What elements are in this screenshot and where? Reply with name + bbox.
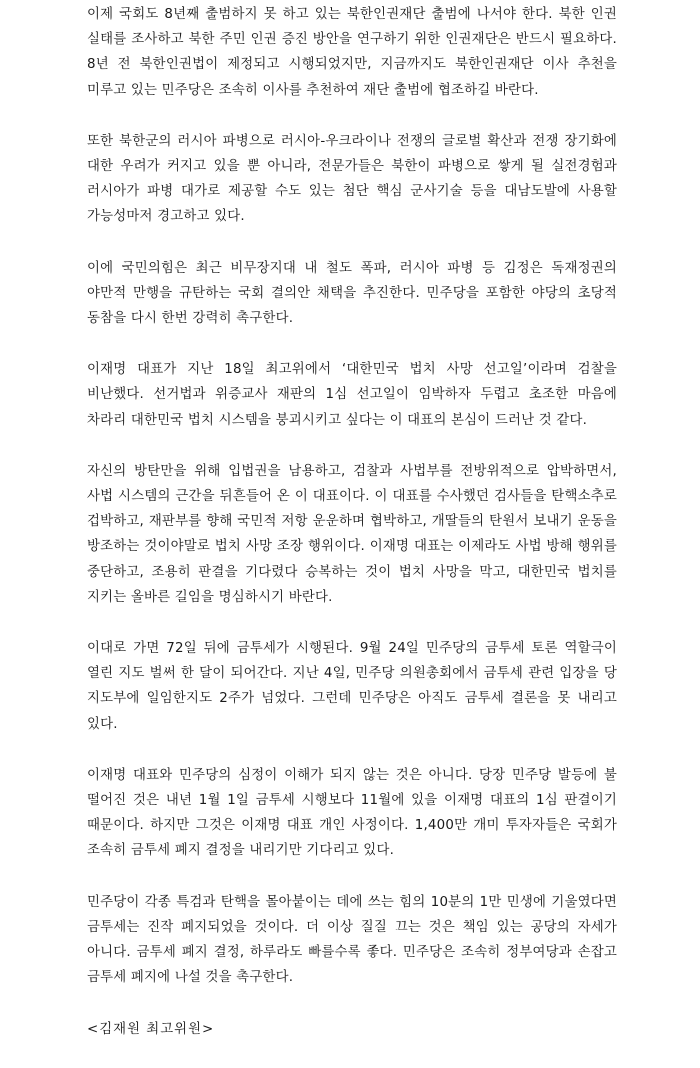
paragraph-6: 이대로 가면 72일 뒤에 금투세가 시행된다. 9월 24일 민주당의 금투세 토론 역할극이 열린 지도 벌써 한 달이 되어간다. 지난 4일, 민주당 의원총회에서 금투세 관련 입장을 당 지도부에 일임한지도 2주가 넘었다. 그런데 민주당은 아직도 금투세 결론을 못 내리고 있다.: [87, 641, 617, 732]
paragraph-8: 민주당이 각종 특검과 탄핵을 몰아붙이는 데에 쓰는 힘의 10분의 1만 민생에 기울였다면 금투세는 진작 폐지되었을 것이다. 더 이상 질질 끄는 것은 책임 있는 공당의 자세가 아니다. 금투세 폐지 결정, 하루라도 빠를수록 좋다. 민주당은 조속히 정부여당과 손잡고 금투세 폐지에 나설 것을 촉구한다.: [87, 894, 617, 986]
paragraph-2: 또한 북한군의 러시아 파병으로 러시아-우크라이나 전쟁의 글로벌 확산과 전쟁 장기화에 대한 우려가 커지고 있을 뿐 아니라, 전문가들은 북한이 파병으로 쌓게 될 실전경험과 러시아가 파병 대가로 제공할 수도 있는 첨단 핵심 군사기술 등을 대남도발에 사용할 가능성마저 경고하고 있다.: [87, 133, 617, 225]
paragraph-1: 이제 국회도 8년째 출범하지 못 하고 있는 북한인권재단 출범에 나서야 한다. 북한 인권 실태를 조사하고 북한 주민 인권 증진 방안을 연구하기 위한 인권재단은 반드시 필요하다. 8년 전 북한인권법이 제정되고 시행되었지만, 지금까지도 북한인권재단 이사 추천을 미루고 있는 민주당은 조속히 이사를 추천하여 재단 출범에 협조하길 바란다.: [87, 7, 617, 98]
document-body: [87, 2, 617, 1068]
paragraph-7: 이재명 대표와 민주당의 심정이 이해가 되지 않는 것은 아니다. 당장 민주당 발등에 불 떨어진 것은 내년 1월 1일 금투세 시행보다 11월에 있을 이재명 대표의 1심 판결이기 때문이다. 하지만 그것은 이재명 대표 개인 사정이다. 1,400만 개미 투자자들은 국회가 조속히 금투세 폐지 결정을 내리기만 기다리고 있다.: [87, 767, 617, 859]
signature: <김재원 최고위원>: [87, 1021, 215, 1037]
paragraph-3: 이에 국민의힘은 최근 비무장지대 내 철도 폭파, 러시아 파병 등 김정은 독재정권의 야만적 만행을 규탄하는 국회 결의안 채택을 추진한다. 민주당을 포함한 야당의 초당적 동참을 다시 한번 강력히 촉구한다.: [87, 260, 617, 327]
paragraph-4: 이재명 대표가 지난 18일 최고위에서 ‘대한민국 법치 사망 선고일’이라며 검찰을 비난했다. 선거법과 위증교사 재판의 1심 선고일이 임박하자 두렵고 초조한 마음에 차라리 대한민국 법치 시스템을 붕괴시키고 싶다는 이 대표의 본심이 드러난 것 같다.: [87, 362, 617, 428]
paragraph-5: 자신의 방탄만을 위해 입법권을 남용하고, 검찰과 사법부를 전방위적으로 압박하면서, 사법 시스템의 근간을 뒤흔들어 온 이 대표이다. 이 대표를 수사했던 검사들을 탄핵소추로 겁박하고, 재판부를 향해 국민적 저항 운운하며 협박하고, 개딸들의 탄원서 보내기 운동을 방조하는 것이야말로 법치 사망 조장 행위이다. 이재명 대표는 이제라도 사법 방해 행위를 중단하고, 조용히 판결을 기다렸다 승복하는 것이 법치 사망을 막고, 대한민국 법치를 지키는 올바른 길임을 명심하시기 바란다.: [87, 463, 617, 605]
